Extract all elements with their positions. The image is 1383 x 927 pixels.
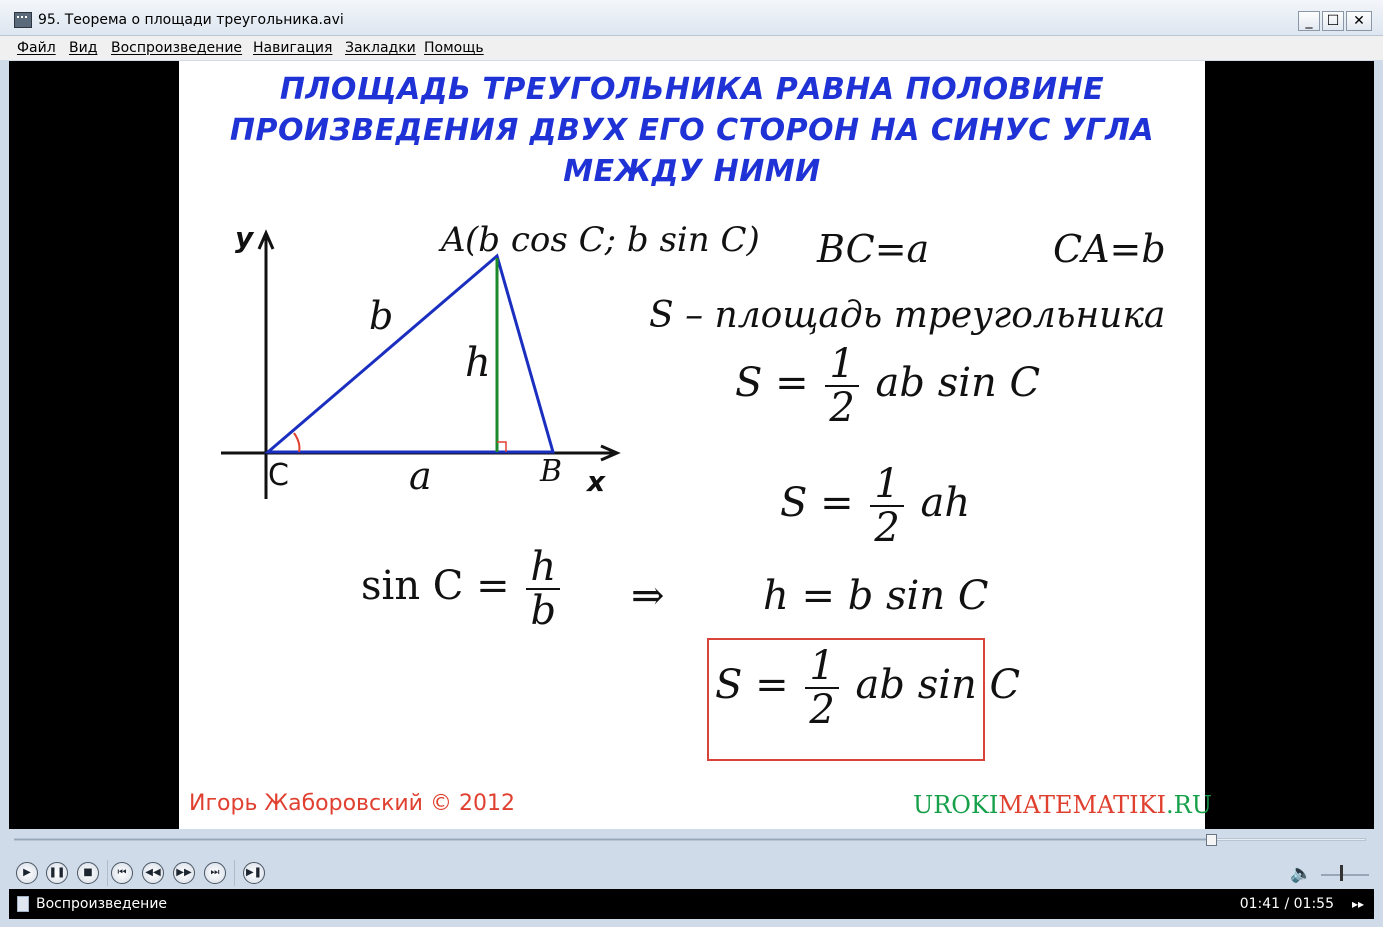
menu-bookmarks[interactable]: Закладки <box>345 40 416 56</box>
formula2-lhs: S = <box>780 480 854 526</box>
fast-forward-icon[interactable]: ▶▶ <box>173 862 195 884</box>
formula1-rhs: ab sin C <box>875 360 1041 406</box>
side-a-label: a <box>409 454 432 498</box>
site-part-1: UROKI <box>913 791 999 819</box>
point-b-label: B <box>540 454 563 489</box>
frame-step-icon[interactable]: ▶❚ <box>243 862 265 884</box>
formula2-fraction <box>870 463 903 549</box>
formula1-num: 1 <box>825 343 858 387</box>
answer-num: 1 <box>805 645 838 689</box>
formula1-lhs: S = <box>735 360 809 406</box>
controls-separator <box>234 860 235 886</box>
menu-file[interactable]: Файл <box>17 40 56 56</box>
menu-bar <box>0 36 1383 60</box>
formula1-fraction <box>825 343 858 429</box>
volume-thumb[interactable] <box>1340 865 1343 881</box>
volume-slider[interactable] <box>1321 874 1369 876</box>
area-formula-sin <box>735 343 1040 429</box>
title-bar <box>0 0 1383 36</box>
speaker-icon[interactable]: 🔈 <box>1290 863 1313 884</box>
next-icon[interactable]: ⏭ <box>204 862 226 884</box>
play-icon[interactable]: ▶ <box>16 862 38 884</box>
menu-playback[interactable]: Воспроизведение <box>111 40 243 56</box>
angle-arc <box>294 433 299 452</box>
point-c-label: C <box>268 458 289 493</box>
fullscreen-icon[interactable]: ▸▸ <box>1351 897 1364 911</box>
answer-lhs: S = <box>715 662 789 708</box>
slide-frame <box>179 61 1212 829</box>
site-part-2: MATEMATIKI <box>998 791 1167 819</box>
sin-c-formula <box>361 546 564 632</box>
h-equals-formula: h = b sin C <box>763 573 989 619</box>
point-a-label: A <box>441 220 466 260</box>
bc-equals-a: BC=a <box>817 227 930 271</box>
sin-formula-lhs: sin C = <box>361 563 510 609</box>
triangle <box>268 256 553 452</box>
area-formula-height <box>780 463 970 549</box>
pause-icon[interactable]: ❚❚ <box>46 862 68 884</box>
status-bar <box>9 889 1374 919</box>
playback-controls <box>9 849 1374 889</box>
s-definition: S – площадь треугольника <box>649 295 1166 336</box>
controls-separator <box>107 860 108 886</box>
menu-view[interactable]: Вид <box>69 40 98 56</box>
maximize-button[interactable]: ☐ <box>1322 11 1344 31</box>
formula2-num: 1 <box>870 463 903 507</box>
formula2-rhs: ah <box>920 480 971 526</box>
seek-thumb[interactable] <box>1206 834 1217 846</box>
triangle-diagram <box>179 61 760 521</box>
point-a-coords: (b cos C; b sin C) <box>465 220 760 260</box>
minimize-button[interactable]: _ <box>1298 11 1320 31</box>
heading-line-3: МЕЖДУ НИМИ <box>563 154 821 189</box>
implies-arrow: ⇒ <box>631 573 665 619</box>
previous-icon[interactable]: ⏮ <box>111 862 133 884</box>
sin-formula-num: h <box>526 546 560 590</box>
menu-help[interactable]: Помощь <box>424 40 484 56</box>
side-b-label: b <box>369 294 394 338</box>
answer-den: 2 <box>809 687 835 733</box>
author-credit: Игорь Жаборовский © 2012 <box>189 791 515 816</box>
answer-formula <box>715 645 1020 731</box>
seek-bar[interactable] <box>14 836 1366 844</box>
axis-y-label: y <box>235 221 254 254</box>
formula2-den: 2 <box>874 505 900 551</box>
answer-fraction <box>805 645 838 731</box>
height-label: h <box>465 340 491 386</box>
site-part-3: .RU <box>1166 791 1212 819</box>
rewind-icon[interactable]: ◀◀ <box>142 862 164 884</box>
heading-line-1: ПЛОЩАДЬ ТРЕУГОЛЬНИКА РАВНА ПОЛОВИНЕ <box>279 72 1105 107</box>
ca-equals-b: CA=b <box>1053 227 1166 271</box>
sin-formula-fraction <box>526 546 560 632</box>
menu-navigation[interactable]: Навигация <box>253 40 333 56</box>
window-title: 95. Теорема о площади треугольника.avi <box>38 12 344 28</box>
time-display: 01:41 / 01:55 <box>1239 896 1334 912</box>
axis-x-label: x <box>587 465 606 498</box>
formula1-den: 2 <box>829 385 855 431</box>
video-area[interactable] <box>9 61 1374 829</box>
playback-status: Воспроизведение <box>36 896 168 912</box>
heading-line-2: ПРОИЗВЕДЕНИЯ ДВУХ ЕГО СТОРОН НА СИНУС УГЛА <box>229 113 1155 148</box>
stop-icon[interactable]: ■ <box>77 862 99 884</box>
answer-rhs: ab sin C <box>855 662 1021 708</box>
close-button[interactable]: ✕ <box>1346 11 1372 31</box>
film-icon <box>14 12 32 28</box>
sin-formula-den: b <box>530 588 557 634</box>
site-logo <box>913 791 1212 819</box>
document-icon <box>17 896 29 912</box>
seek-progress <box>14 839 1211 840</box>
